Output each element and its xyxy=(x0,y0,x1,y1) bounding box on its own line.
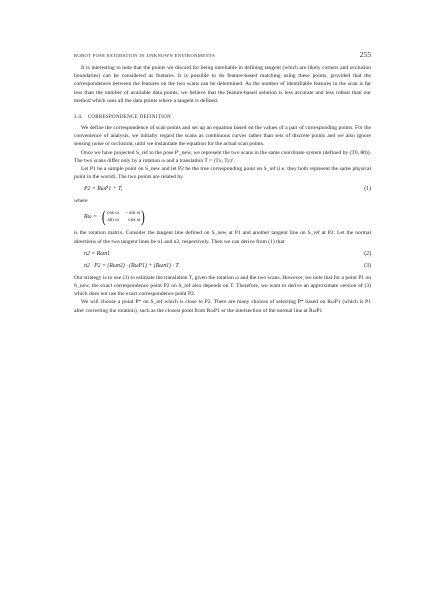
matrix-cell: cos ω xyxy=(128,216,141,223)
equation-1-number: (1) xyxy=(364,186,371,193)
left-paren: ( xyxy=(101,207,106,227)
paragraph-feature-matching: It is interesting to note that the points we discard for being unreliable in defining tangent (which are likely corners and occlusion boundaries) can be considered as features. It is possible to do feature-based matching using these points, provided that the correspondences between the features on the two scans can be determined. As the number of identifiable features in the scan is far less than the number of available data points, we believe that the feature-based solution is less accurate and less robust than our method which uses all the data points where a tangent is defined. xyxy=(74,65,371,104)
paragraph-projection: Once we have projected S_ref to the pose P'_new, we represent the two scans in the same coordinate system (defined by (T0, θ0)). The two scans differ only by a rotation ω and a translation T = (Tx, Ty)ᵀ. xyxy=(74,149,371,164)
equation-3-body: n2 · P2 = (Rωn2) · (RωP1) + (Rωn1) · T. xyxy=(84,262,180,269)
rotation-matrix-equation xyxy=(84,208,371,225)
rotation-matrix xyxy=(101,208,146,225)
equation-2-number: (2) xyxy=(364,250,371,257)
section-heading xyxy=(74,115,371,120)
equation-1 xyxy=(74,185,371,193)
rotation-matrix-lhs: Rω = xyxy=(84,213,97,220)
paragraph-choose-point: We will choose a point P* on S_ref which is close to P2. There are many choices of selecting P* based on RωP1 (which is P1 after correcting the rotation), such as the closest point from RωP1 or the intersection of the normal line at RωP1 xyxy=(74,299,371,314)
paragraph-sample-point: Let P1 be a sample point on S_new and let P2 be the true corresponding point on S_ref (i.e. they both represent the same physical point in the world). The two points are related by xyxy=(74,166,371,181)
paper-page xyxy=(74,48,371,315)
right-paren: ) xyxy=(141,207,146,227)
section-number: 3.4. xyxy=(74,115,83,121)
equation-2 xyxy=(74,250,371,258)
page-number: 255 xyxy=(359,50,371,59)
equation-3-number: (3) xyxy=(364,262,371,269)
equation-2-body: n2 = Rωn1 xyxy=(84,250,111,257)
section-title: CORRESPONDENCE DEFINITION xyxy=(87,115,171,121)
where-label: where xyxy=(74,198,88,205)
equation-1-body: P2 = RωP1 + T, xyxy=(84,186,123,193)
rotation-matrix-grid xyxy=(107,210,141,224)
page-header xyxy=(74,48,371,64)
matrix-cell: cos ω xyxy=(106,209,119,216)
paragraph-rotation-matrix: is the rotation matrix. Consider the tangent line defined on S_new at P1 and another tangent line on S_ref at P2. Let the normal directions of the two tangent lines be n1 and n2, respectively. Then we can derive from (1) that xyxy=(74,230,371,245)
running-title: ROBOT POSE ESTIMATION IN UNKNOWN ENVIRONMENTS xyxy=(74,53,216,58)
matrix-cell: sin ω xyxy=(107,216,119,223)
matrix-cell: − sin ω xyxy=(124,209,141,216)
equation-3 xyxy=(74,262,371,270)
paragraph-strategy: Our strategy is to use (3) to estimate the translation T, given the rotation ω and the two scans. However, we note that for a point P1 on S_new, the exact correspondence point P2 on S_ref also depends on T. Therefore, we want to derive an approximate version of (3) which does not use the exact correspondence point P2. xyxy=(74,274,371,298)
paragraph-correspondence-intro: We define the correspondence of scan points and set up an equation based on the values of a pair of corresponding points. For the convenience of analysis, we initially regard the scans as continuous curves rather than sets of discrete points and we also ignore sensing noise or occlusion, until we instantiate the equation for the actual scan points. xyxy=(74,125,371,148)
